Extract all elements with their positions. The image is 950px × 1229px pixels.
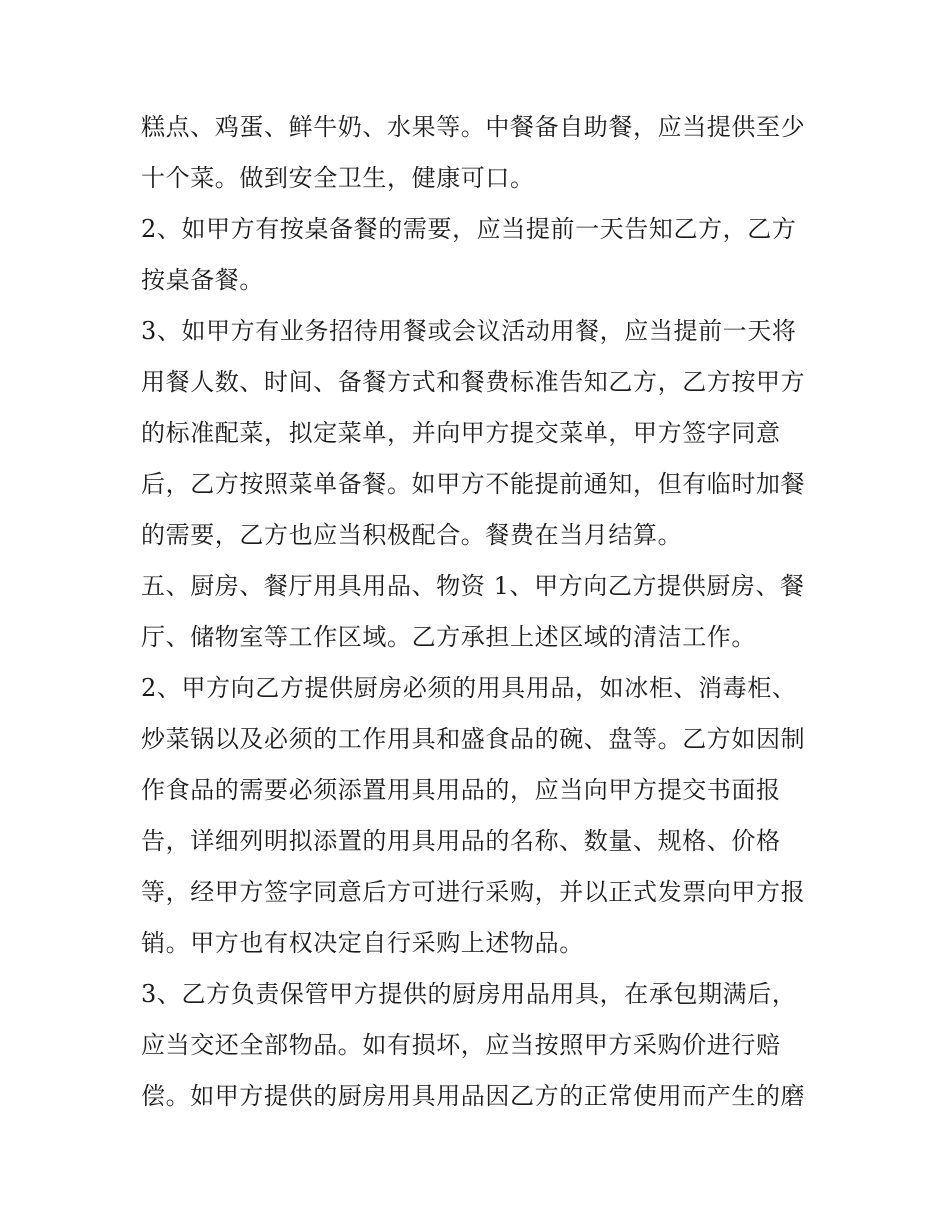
text-line: 糕点、鸡蛋、鲜牛奶、水果等。中餐备自助餐，应当提供至少 [141,113,806,141]
text-line: 厅、储物室等工作区域。乙方承担上述区域的清洁工作。 [141,623,756,651]
text-line: 十个菜。做到安全卫生，健康可口。 [141,164,535,192]
text-line: 作食品的需要必须添置用具用品的，应当向甲方提交书面报 [141,776,781,804]
text-line: 告，详细列明拟添置的用具用品的名称、数量、规格、价格 [141,827,781,855]
text-line: 偿。如甲方提供的厨房用具用品因乙方的正常使用而产生的磨 [141,1082,806,1110]
text-line: 的需要，乙方也应当积极配合。餐费在当月结算。 [141,521,683,549]
text-line: 2、如甲方有按桌备餐的需要，应当提前一天告知乙方，乙方 [141,215,797,243]
text-line: 的标准配菜，拟定菜单，并向甲方提交菜单，甲方签字同意 [141,419,781,447]
text-line: 后，乙方按照菜单备餐。如甲方不能提前通知，但有临时加餐 [141,470,806,498]
contract-text-body [141,102,821,1122]
text-line: 2、甲方向乙方提供厨房必须的用具用品，如冰柜、消毒柜、 [141,674,797,702]
text-line: 销。甲方也有权决定自行采购上述物品。 [141,929,584,957]
text-line: 应当交还全部物品。如有损坏，应当按照甲方采购价进行赔 [141,1031,781,1059]
section-heading-line: 五、厨房、餐厅用具用品、物资 1、甲方向乙方提供厨房、餐 [141,572,805,600]
text-line: 3、如甲方有业务招待用餐或会议活动用餐，应当提前一天将 [141,317,797,345]
text-line: 炒菜锅以及必须的工作用具和盛食品的碗、盘等。乙方如因制 [141,725,806,753]
text-line: 用餐人数、时间、备餐方式和餐费标准告知乙方，乙方按甲方 [141,368,806,396]
text-line: 等，经甲方签字同意后方可进行采购，并以正式发票向甲方报 [141,878,806,906]
text-line: 按桌备餐。 [141,266,264,294]
text-line: 3、乙方负责保管甲方提供的厨房用品用具，在承包期满后， [141,980,797,1008]
